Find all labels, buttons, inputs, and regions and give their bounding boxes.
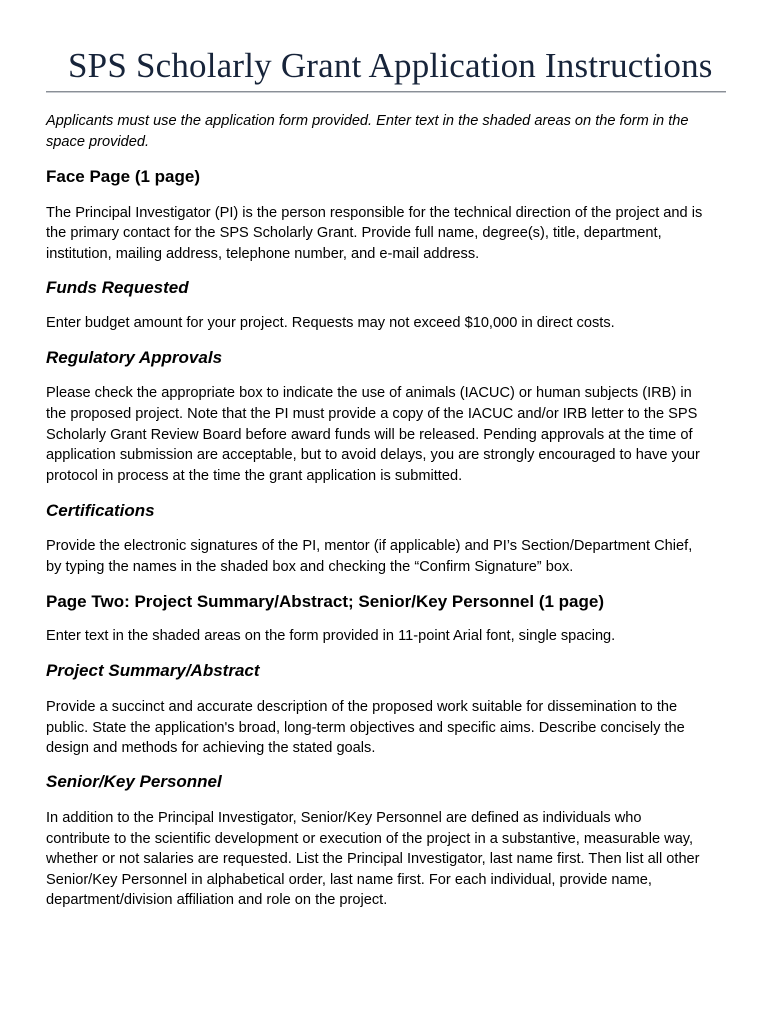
section-heading: Page Two: Project Summary/Abstract; Senior/Key Personnel (1 page) <box>46 592 605 611</box>
paragraph-line: the primary contact for the SPS Scholarly Grant. Provide full name, degree(s), title, department, <box>46 225 662 241</box>
paragraph-line: Please check the appropriate box to indicate the use of animals (IACUC) or human subjects (IRB) in <box>46 385 692 401</box>
paragraph-line: the proposed project. Note that the PI must provide a copy of the IACUC and/or IRB letter to the SPS <box>46 406 698 422</box>
paragraph-line: Enter text in the shaded areas on the form provided in 11-point Arial font, single spacing. <box>46 628 616 644</box>
section-heading: Certifications <box>46 501 155 520</box>
paragraph-line: The Principal Investigator (PI) is the person responsible for the technical direction of the project and is <box>46 205 703 221</box>
paragraph-line: In addition to the Principal Investigator, Senior/Key Personnel are defined as individuals who <box>46 810 642 826</box>
paragraph-line: Scholarly Grant Review Board before award funds will be released. Pending approvals at the time of <box>46 427 693 443</box>
page-title: SPS Scholarly Grant Application Instructions <box>68 46 713 85</box>
section-heading: Face Page (1 page) <box>46 167 201 186</box>
paragraph-line: public. State the application's broad, long-term objectives and specific aims. Describe concisely the <box>46 720 685 736</box>
section-heading: Regulatory Approvals <box>46 348 223 367</box>
paragraph-line: department/division affiliation and role on the project. <box>46 892 388 908</box>
paragraph-line: Senior/Key Personnel in alphabetical order, last name first. For each individual, provide name, <box>46 872 652 888</box>
paragraph-line: Provide the electronic signatures of the PI, mentor (if applicable) and PI’s Section/Department Chief, <box>46 538 693 554</box>
section-heading: Project Summary/Abstract <box>46 661 260 680</box>
intro-line: Applicants must use the application form provided. Enter text in the shaded areas on the form in the <box>46 113 689 129</box>
paragraph-line: application submission are acceptable, but to avoid delays, you are strongly encouraged to have your <box>46 447 700 463</box>
section-heading: Senior/Key Personnel <box>46 772 222 791</box>
paragraph-line: protocol in process at the time the grant application is submitted. <box>46 468 463 484</box>
paragraph-line: Enter budget amount for your project. Requests may not exceed $10,000 in direct costs. <box>46 315 615 331</box>
paragraph-line: Provide a succinct and accurate description of the proposed work suitable for dissemination to the <box>46 699 678 715</box>
title-divider <box>46 91 726 93</box>
intro-line: space provided. <box>46 134 150 150</box>
paragraph-line: institution, mailing address, telephone number, and e-mail address. <box>46 246 480 262</box>
section-heading: Funds Requested <box>46 278 189 297</box>
paragraph-line: design and methods for achieving the stated goals. <box>46 740 376 756</box>
paragraph-line: contribute to the scientific development or execution of the project in a substantive, measurable way, <box>46 831 694 847</box>
paragraph-line: by typing the names in the shaded box and checking the “Confirm Signature” box. <box>46 559 574 575</box>
paragraph-line: whether or not salaries are requested. List the Principal Investigator, last name first. Then list all other <box>46 851 700 867</box>
